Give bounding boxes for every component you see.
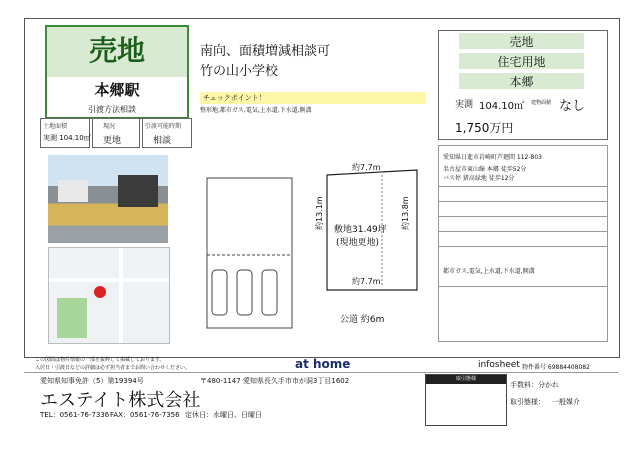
height-left: 約13.1m [315, 196, 324, 230]
area-box: 土地面積 実測 104.10㎡ [40, 118, 90, 148]
summary-zone: 住宅用地 [459, 53, 584, 69]
license: 愛知県知事免許（5）第19394号 [40, 377, 144, 385]
map-pin-icon [94, 286, 106, 298]
infosheet-label: infosheet [478, 360, 520, 370]
height-right: 約13.8m [401, 196, 410, 230]
property-number: 物件番号 69884408082 [522, 364, 590, 371]
info-boxes [40, 118, 190, 148]
summary-sale: 売地 [459, 33, 584, 49]
utilities: 都市ガス,電気,上水道,下水道,側溝 [443, 268, 535, 275]
stamp-title: 取引態様 [426, 375, 506, 384]
deal-form: 一般媒介 [552, 398, 580, 406]
station-label: 本郷駅 [94, 81, 140, 99]
notice-1: この図面は物件情報の一部を抜粋して掲載しております。 [35, 357, 165, 363]
summary-box [438, 30, 608, 140]
notice-2: 入居日・引渡日などの詳細は必ず担当者までお問い合わせください。 [35, 365, 191, 371]
handover-box: 引渡可能時期 相談 [142, 118, 192, 148]
building-label: 建物面積 [531, 100, 552, 106]
building-value: なし [559, 99, 586, 114]
checkpoint-label: チェックポイント！ [200, 92, 426, 104]
fax: FAX：0561-76-7356 [110, 411, 180, 419]
measured-value: 104.10㎡ [479, 101, 524, 112]
stamp-box [425, 374, 507, 426]
price-label: 1,750万円 [455, 121, 514, 135]
company-name: エステイト株式会社 [40, 390, 201, 411]
tel: TEL：0561-76-7336 [40, 411, 110, 419]
width-bottom: 約7.7m [352, 277, 381, 286]
property-address: 愛知県日進市岩崎町芦廻間 112-803 [443, 154, 542, 161]
headline-1: 南向、面積増減相談可 [200, 44, 331, 59]
holiday: 定休日：水曜日、日曜日 [185, 411, 262, 419]
site-photo [48, 155, 168, 243]
fee: 手数料：分かれ [510, 381, 559, 389]
transport-note: 引渡方法相談 [88, 105, 136, 114]
photo-house2 [58, 180, 88, 202]
access-2: バス停 猪高緑地 徒歩12分 [443, 175, 515, 182]
location-map [48, 247, 170, 344]
lot-status: (現地更地) [336, 238, 380, 248]
photo-house [118, 175, 158, 207]
measured-label: 実測 [455, 100, 474, 110]
map-park [57, 298, 87, 338]
company-address: 〒480-1147 愛知県長久手市市が洞3丁目1602 [200, 377, 350, 385]
status-box: 現況 更地 [92, 118, 140, 148]
road-label: 公道 約6m [340, 315, 385, 325]
footer-divider [24, 372, 618, 373]
map-road [49, 278, 169, 282]
lot-area: 敷地31.49坪 [334, 225, 387, 235]
access-1: 名古屋市東山線 本郷 徒歩52分 [443, 166, 527, 173]
width-top: 約7.7m [352, 163, 381, 172]
site-sketch [182, 160, 322, 340]
headline-2: 竹の山小学校 [200, 64, 279, 79]
checkpoint-detail: 整形地,都市ガス,電気,上水道,下水道,側溝 [200, 107, 312, 114]
deal-form-label: 取引態様： [510, 398, 545, 406]
summary-area: 本郷 [459, 73, 584, 89]
detail-table [438, 145, 608, 342]
sale-label: 売地 [47, 27, 187, 77]
map-road2 [119, 248, 123, 343]
athome-logo: at home [295, 357, 351, 371]
